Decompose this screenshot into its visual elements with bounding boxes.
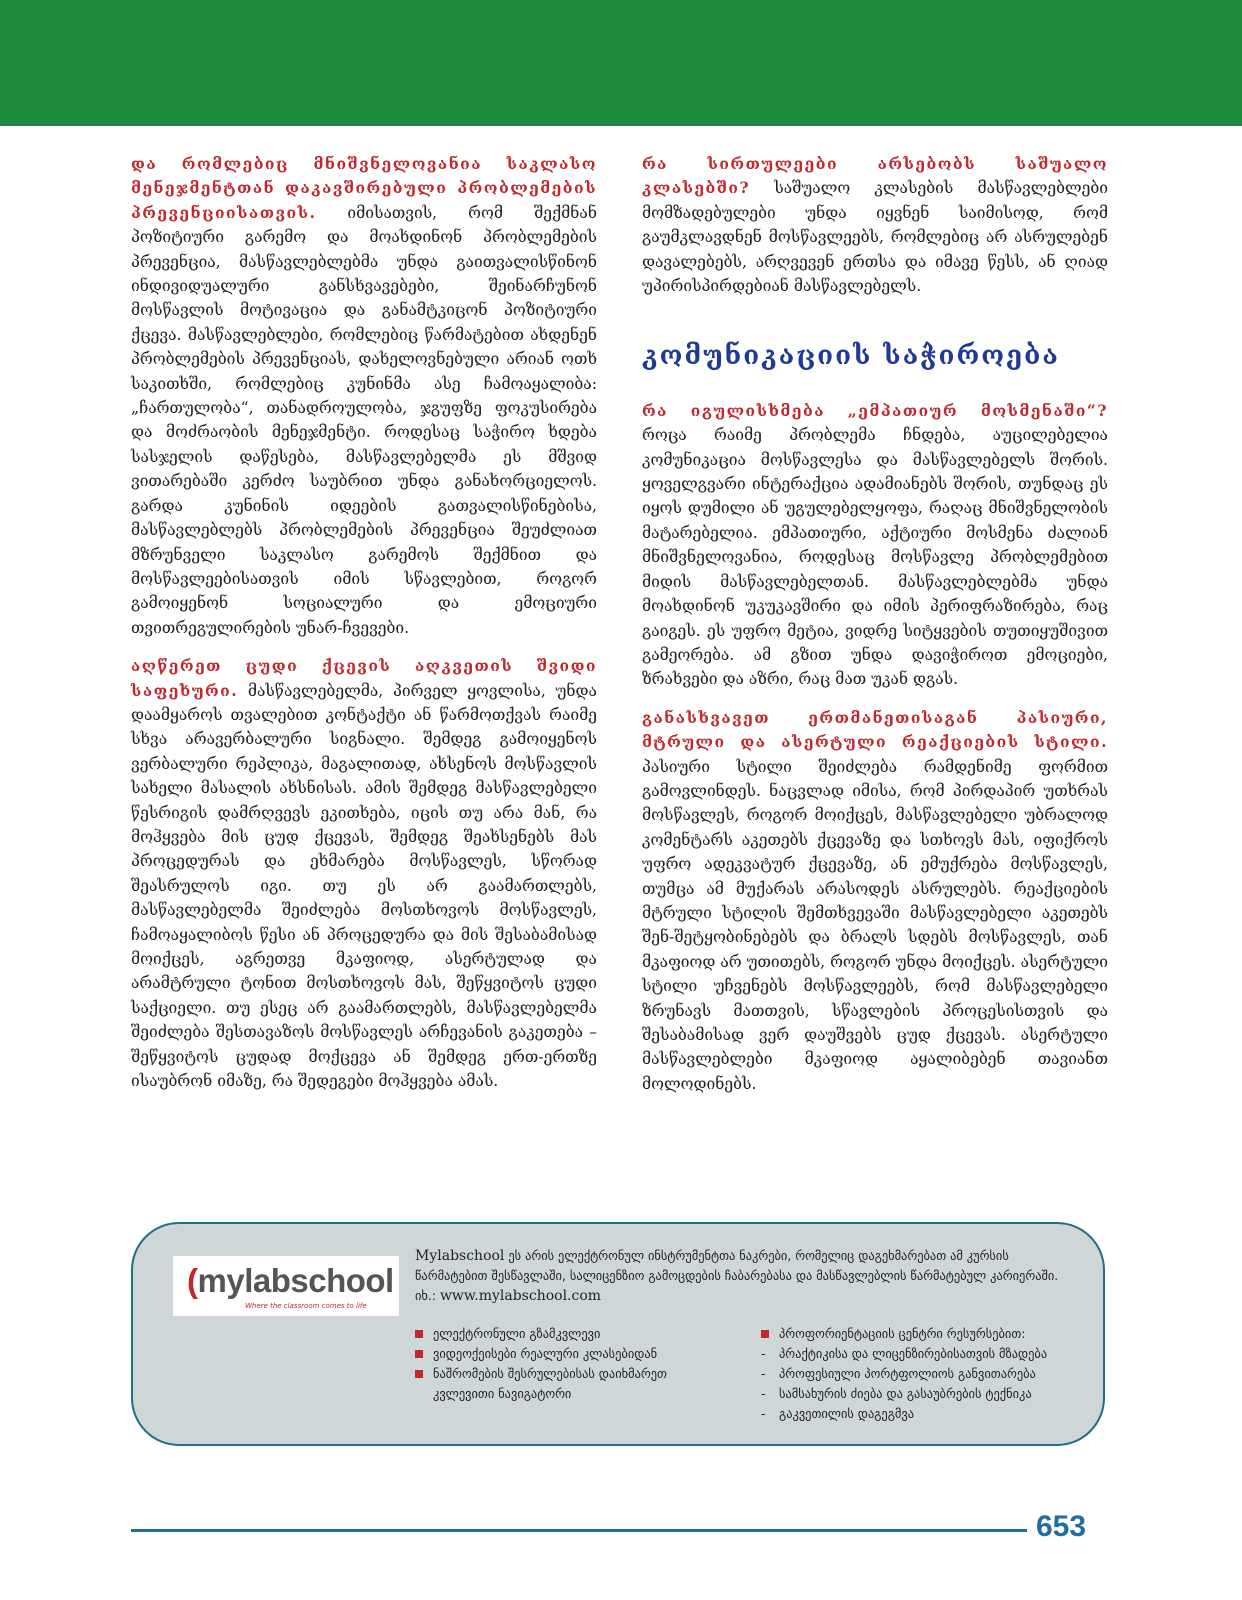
paragraph (131, 654, 597, 1093)
logo-text: (mylabschool (187, 1262, 394, 1299)
paragraph-body: როცა რაიმე პრობლემა ჩნდება, აუცილებელია კომუნიკაცია მოსწავლესა და მასწავლებელს შორის. ყოველგვარი ინტერაქცია ადამიანებს შორის, თუნდაც ეს იყოს დუმილი ან უგულებელყოფა, რაღაც მნიშვნელობის მატარებელია. ემპათიური, აქტიური მოსმენა ძალიან მნიშვნელოვანია, როდესაც მოსწავლე პრობლემებით მიდის მასწავლებელთან. მასწავლებლებმა უნდა მოახდინონ უკუკავშირი და იმის პერიფრაზირება, რაც გაიგეს. ეს უფრო მეტია, ვიდრე სიტყვების თუთიყუშივით გამეორება. ამ გზით უნდა დავიჭიროთ ემოციები, ზრახვები და აზრი, რაც მათ უკან დგას. (642, 426, 1108, 689)
list-item: ელექტრონული გზამკვლევი (415, 1324, 715, 1344)
paragraph-lead: და რომლებიც მნიშვნელოვანია საკლასო მენეჯმენტთან დაკავშირებული პრობლემების პრევენციისათვის. (131, 154, 597, 222)
promo-url[interactable]: www.mylabschool.com (439, 1288, 602, 1304)
promo-text: ეს არის ელექტრონულ ინსტრუმენტთა ნაკრები, რომელიც დაგეხმარებათ ამ კურსის წარმატებით შესწავლაში, სალიცენზიო გამოცდების ჩაბარებასა და მასწავლებლის წარმატებულ კარიერაში. იხ.: (415, 1248, 1059, 1303)
paragraph-lead: განასხვავეთ ერთმანეთისაგან პასიური, მტრული და ასერტული რეაქციების სტილი. (642, 707, 1108, 752)
paragraph (642, 399, 1108, 692)
dash-bullet-icon: - (761, 1406, 766, 1421)
paragraph-body: მასწავლებელმა, პირველ ყოვლისა, უნდა დაამყაროს თვალებით კონტაქტი ან წარმოთქვას რაიმე სხვა არავერბალური სიგნალი. შემდეგ გამოიყენოს ვერბალური რეპლიკა, მაგალითად, ახსენოს მოსწავლის სახელი მასალის ახსნისას. ამის შემდეგ მასწავლებელი წესრიგის დამრღვევს ეკითხება, იცის თუ არა მან, რა მოჰყვება მის ცუდ ქცევას, შემდეგ შეახსენებს მას პროცედურას და ეხმარება მოსწავლეს, სწორად შეასრულოს იგი. თუ ეს არ გაამართლებს, მასწავლებელმა შეიძლება მოსთხოვოს მოსწავლეს, ჩამოაყალიბოს წესი ან პროცედურა და მის შესაბამისად მოიქცეს, აგრეთვე მკაფიოდ, ასერტულად და არამტრული ტონით მოსთხოვოს მას, შეწყვიტოს ცუდი საქციელი. თუ ესეც არ გაამართლებს, მასწავლებელმა შეიძლება შესთავაზოს მოსწავლეს არჩევანის გაკეთება – შეწყვიტოს ცუდად მოქცევა ან შემდეგ ერთ-ერთზე ისაუბრონ იმაზე, რა შედეგები მოჰყვება ამას. (131, 681, 597, 1091)
paragraph-body: პასიური სტილი შეიძლება რამდენიმე ფორმით გამოვლინდეს. ნაცვლად იმისა, რომ პირდაპირ უთხრას მოსწავლეს, როგორ მოიქცეს, მასწავლებელი უბრალოდ კომენტარს აკეთებს ქცევაზე და სთხოვს მას, იფიქროს უფრო ადეკვატურ ქცევაზე, ან ემუქრება მოსწავლეს, თუმცა ამ მუქარას არასოდეს ასრულებს. რეაქციების მტრული სტილის შემთხვევაში მასწავლებელი აკეთებს შენ-შეტყობინებებს და ბრალს სდებს მოსწავლეს, თან მკაფიოდ არ უთითებს, როგორ უნდა მოიქცეს. ასერტული სტილი უჩვენებს მოსწავლეებს, რომ მასწავლებელი ზრუნავს მათთვის, სწავლების პროცესისთვის და შესაბამისად ვერ დაუშვებს ცუდ ქცევას. ასერტული მასწავლებლები მკაფიოდ აყალიბებენ თავიანთ მოლოდინებს. (642, 757, 1108, 1093)
logo-tagline: Where the classroom comes to life (245, 1302, 367, 1310)
paragraph (642, 706, 1108, 1097)
mylabschool-logo (173, 1256, 399, 1316)
promo-brand: Mylabschool (415, 1248, 505, 1264)
square-bullet-icon (415, 1350, 423, 1358)
promo-list-right (761, 1324, 1081, 1424)
left-column (131, 152, 597, 1093)
page-number: 653 (1036, 1510, 1087, 1543)
footer-rule (131, 1529, 1027, 1532)
dash-bullet-icon: - (761, 1346, 766, 1361)
paragraph-lead: აღწერეთ ცუდი ქცევის აღკვეთის შვიდი საფეხური. (131, 656, 597, 700)
list-item: ვიდეოქეისები რეალური კლასებიდან (415, 1344, 715, 1364)
section-heading: კომუნიკაციის საჭიროება (642, 341, 1060, 372)
dash-bullet-icon: - (761, 1366, 766, 1381)
list-item: - სამსახურის ძიება და გასაუბრების ტექნიკა (761, 1384, 1081, 1404)
square-bullet-icon (415, 1330, 423, 1338)
paragraph (131, 152, 597, 640)
paragraph-body: იმისათვის, რომ შექმნან პოზიტიური გარემო და მოახდინონ პრობლემების პრევენცია, მასწავლებლებმა უნდა გაითვალისწინონ ინდივიდუალური განსხვავებები, შეინარჩუნონ მოსწავლის მოტივაცია და განამტკიცონ პოზიტიური ქცევა. მასწავლებლები, რომლებიც წარმატებით ახდენენ პრობლემების პრევენციას, დახელოვნებული არიან ოთხ საკითხში, რომლებიც კუნინმა ასე ჩამოაყალიბა: „ჩართულობა“, თანადროულობა, ჯგუფზე ფოკუსირება და მოძრაობის მენეჯმენტი. როდესაც საჭირო ხდება სასჯელის დაწესება, მასწავლებელმა ეს მშვიდ ვითარებაში კერძო საუბრით უნდა განახორციელოს. გარდა კუნინის იდეების გათვალისწინებისა, მასწავლებლებს პრობლემების პრევენცია შეუძლიათ მზრუნველი საკლასო გარემოს შექმნით და მოსწავლეებისათვის იმის სწავლებით, როგორ გამოიყენონ სოციალური და ემოციური თვითრეგულირების უნარ-ჩვევები. (131, 203, 597, 637)
mylabschool-promo-box (131, 1222, 1105, 1446)
paragraph-lead: რა სირთულეები არსებობს საშუალო კლასებში? (642, 154, 1108, 198)
dash-bullet-icon: - (761, 1386, 766, 1401)
list-item: - პროფესიული პორტფოლიოს განვითარება (761, 1364, 1081, 1384)
list-item: - გაკვეთილის დაგეგმვა (761, 1404, 1081, 1424)
paragraph-lead: რა იგულისხმება „ემპათიურ მოსმენაში“? (642, 400, 1108, 420)
list-item: - პრაქტიკისა და ლიცენზირებისათვის მზადება (761, 1344, 1081, 1364)
promo-list-left (415, 1324, 715, 1404)
right-column (642, 152, 1108, 1096)
promo-description (415, 1246, 1075, 1306)
paragraph (642, 152, 1108, 298)
list-item: ნაშრომების შესრულებისას დაიხმარეთ კვლევითი ნავიგატორი (415, 1364, 715, 1404)
paragraph-body: საშუალო კლასების მასწავლებლები მომზადებულები უნდა იყვნენ საიმისოდ, რომ გაუმკლავდნენ მოსწავლეებს, რომლებიც არ ასრულებენ დავალებებს, არღვევენ ერთსა და იმავე წესს, ან ღიად უპირისპირდებიან მასწავლებელს. (642, 179, 1108, 296)
square-bullet-icon (761, 1330, 769, 1338)
header-color-band (0, 0, 1242, 126)
list-item: პროფორიენტაციის ცენტრი რესურსებით: (761, 1324, 1081, 1344)
square-bullet-icon (415, 1370, 423, 1378)
